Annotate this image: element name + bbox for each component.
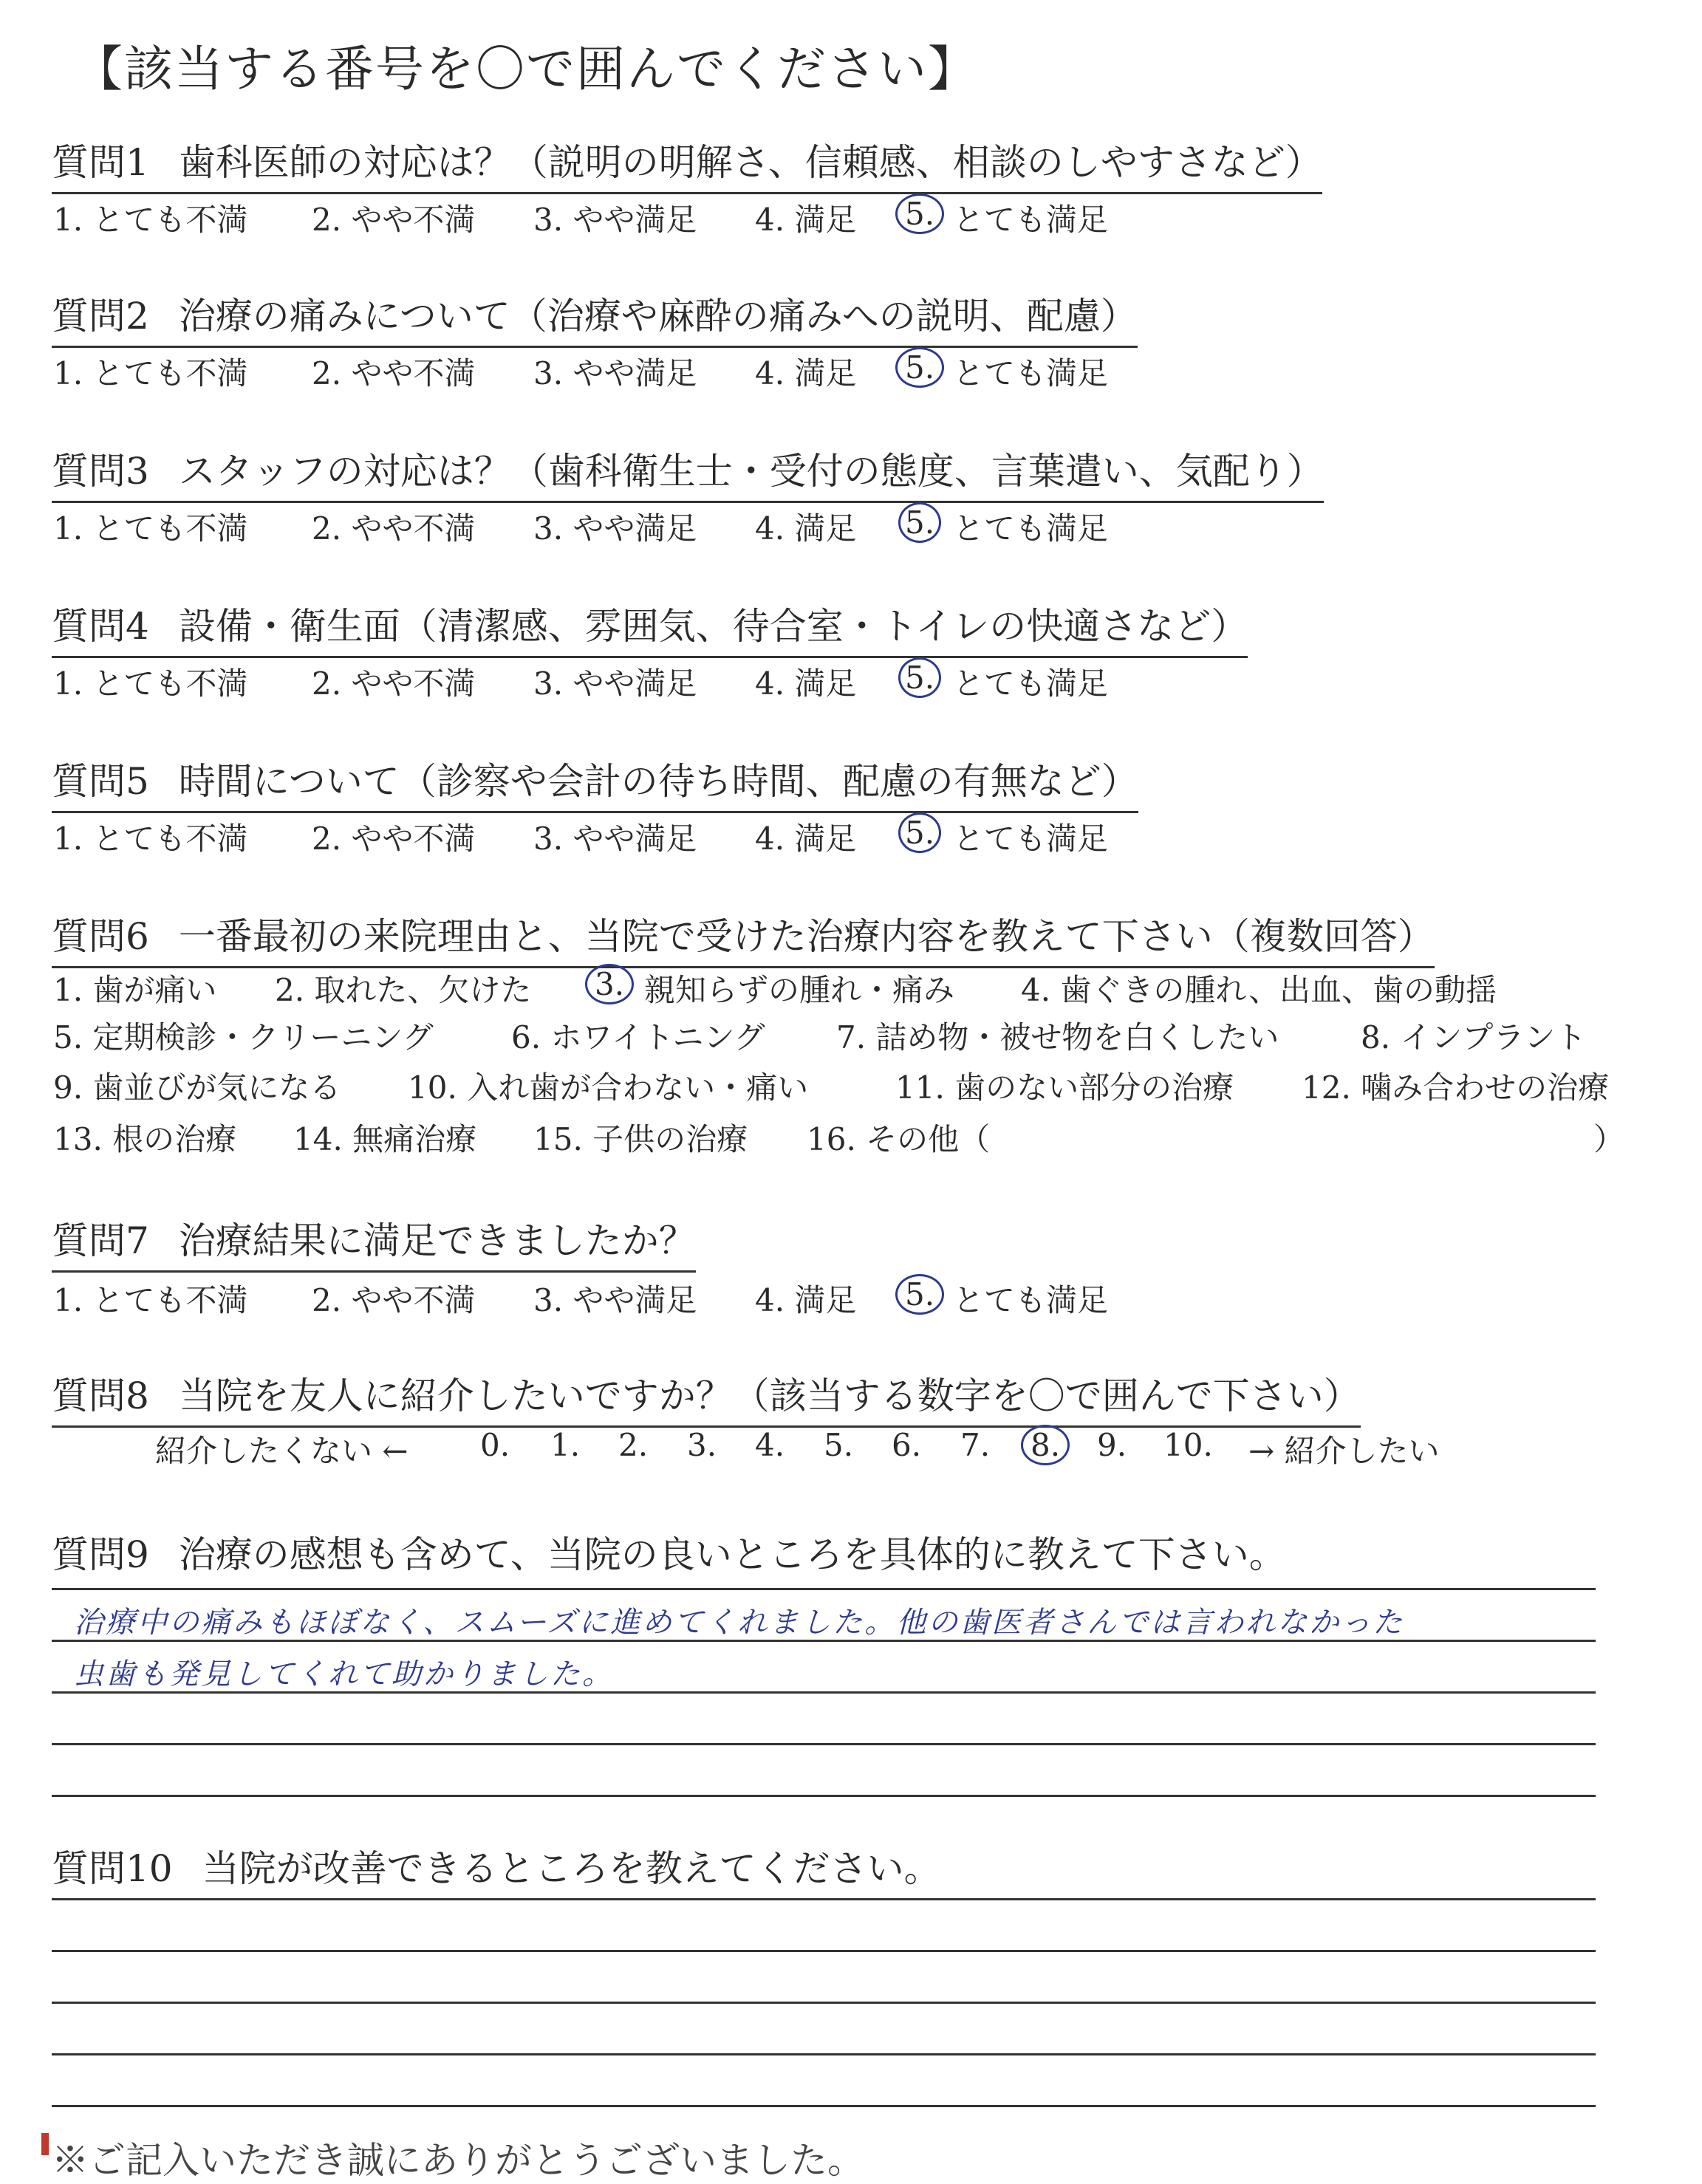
circle-mark: 5.	[895, 194, 944, 234]
question-number: 質問5	[52, 760, 149, 803]
option-5-label: とても満足	[953, 510, 1109, 547]
question-text: スタッフの対応は？（歯科衛生士・受付の態度、言葉遣い、気配り）	[178, 450, 1324, 493]
page-title: 【該当する番号を〇で囲んでください】	[74, 41, 978, 97]
option-5-label: とても満足	[953, 665, 1109, 702]
option-2[interactable]: 2. やや不満	[312, 665, 476, 702]
scale-right-label: → 紹介したい	[1248, 1433, 1440, 1469]
question-text: 当院を友人に紹介したいですか？（該当する数字を〇で囲んで下さい）	[178, 1375, 1361, 1417]
question-6-title	[52, 907, 1435, 968]
question-text: 治療の痛みについて（治療や麻酔の痛みへの説明、配慮）	[178, 295, 1138, 338]
option-1[interactable]: 1. とても不満	[53, 355, 248, 391]
option-3[interactable]: 3. やや満足	[533, 665, 697, 702]
answer-line	[52, 1588, 1596, 1590]
option-5-label: とても満足	[953, 1282, 1109, 1318]
answer-line	[52, 1950, 1596, 1952]
scale-5[interactable]: 5.	[824, 1427, 854, 1463]
answer-line	[52, 2002, 1596, 2004]
footer-note: ※ご記入いただき誠にありがとうございました。	[52, 2139, 864, 2182]
q6-option-9[interactable]: 9. 歯並びが気になる	[53, 1069, 341, 1106]
option-1[interactable]: 1. とても不満	[53, 665, 248, 702]
scale-7[interactable]: 7.	[960, 1427, 991, 1463]
answer-line	[52, 1640, 1596, 1642]
question-5-title	[52, 752, 1138, 813]
answer-line	[52, 2053, 1596, 2055]
option-5-selected[interactable]	[903, 504, 937, 541]
option-5-selected[interactable]	[903, 349, 937, 386]
answer-line	[52, 1691, 1596, 1694]
option-4[interactable]: 4. 満足	[755, 202, 857, 238]
question-text: 治療の感想も含めて、当院の良いところを具体的に教えて下さい。	[178, 1533, 1286, 1576]
q6-option-6[interactable]: 6. ホワイトニング	[511, 1019, 765, 1055]
circle-mark: 5.	[898, 502, 941, 543]
option-3[interactable]: 3. やや満足	[533, 202, 697, 238]
question-text: 時間について（診察や会計の待ち時間、配慮の有無など）	[178, 760, 1138, 803]
q6-option-1[interactable]: 1. 歯が痛い	[53, 972, 217, 1008]
scale-left-label: 紹介したくない ←	[155, 1433, 409, 1469]
footer-mark	[41, 2133, 49, 2155]
option-5-selected[interactable]	[903, 815, 937, 851]
option-4[interactable]: 4. 満足	[755, 665, 857, 702]
option-3[interactable]: 3. やや満足	[533, 355, 697, 391]
q6-option-3-label: 親知らずの腫れ・痛み	[644, 972, 955, 1008]
answer-line	[52, 1898, 1596, 1900]
question-text: 治療結果に満足できましたか？	[178, 1219, 696, 1262]
q6-option-12[interactable]: 12. 噛み合わせの治療	[1302, 1069, 1610, 1106]
answer-line	[52, 2105, 1596, 2107]
option-1[interactable]: 1. とても不満	[53, 821, 248, 857]
q6-option-14[interactable]: 14. 無痛治療	[293, 1121, 477, 1157]
circle-mark: 5.	[895, 1274, 944, 1315]
option-5-label: とても満足	[953, 202, 1109, 238]
question-7-title	[52, 1211, 696, 1273]
option-2[interactable]: 2. やや不満	[312, 1282, 476, 1318]
q6-option-8[interactable]: 8. インプラント	[1361, 1019, 1587, 1055]
handwritten-answer-line2: 虫歯も発見してくれて助かりました。	[74, 1657, 614, 1691]
question-text: 設備・衛生面（清潔感、雰囲気、待合室・トイレの快適さなど）	[178, 605, 1248, 648]
option-1[interactable]: 1. とても不満	[53, 510, 248, 547]
option-5-selected[interactable]	[903, 196, 937, 232]
option-2[interactable]: 2. やや不満	[312, 202, 476, 238]
scale-6[interactable]: 6.	[892, 1427, 922, 1463]
question-number: 質問8	[52, 1375, 149, 1417]
question-number: 質問3	[52, 450, 149, 493]
option-5-selected[interactable]	[903, 1276, 937, 1312]
q6-option-3-selected[interactable]	[592, 966, 626, 1002]
option-3[interactable]: 3. やや満足	[533, 1282, 697, 1318]
question-1-title	[52, 133, 1322, 194]
option-4[interactable]: 4. 満足	[755, 1282, 857, 1318]
question-10-title	[52, 1839, 941, 1898]
question-number: 質問2	[52, 295, 149, 338]
scale-10[interactable]: 10.	[1163, 1427, 1213, 1463]
question-number: 質問6	[52, 915, 149, 958]
handwritten-answer-line1: 治療中の痛みもほぼなく、スムーズに進めてくれました。他の歯医者さんでは言われなかった	[74, 1606, 1405, 1640]
question-9-title	[52, 1525, 1286, 1584]
q6-option-2[interactable]: 2. 取れた、欠けた	[275, 972, 532, 1008]
q6-option-11[interactable]: 11. 歯のない部分の治療	[895, 1069, 1234, 1106]
circle-mark: 5.	[898, 812, 941, 853]
question-number: 質問7	[52, 1219, 149, 1262]
q6-option-15[interactable]: 15. 子供の治療	[533, 1121, 748, 1157]
option-5-label: とても満足	[953, 355, 1109, 391]
circle-mark: 8.	[1021, 1425, 1070, 1465]
question-number: 質問10	[52, 1847, 173, 1890]
question-text: 一番最初の来院理由と、当院で受けた治療内容を教えて下さい（複数回答）	[178, 915, 1435, 958]
question-4-title	[52, 597, 1248, 658]
scale-0[interactable]: 0.	[480, 1427, 510, 1463]
circle-mark: 5.	[895, 347, 944, 388]
circle-mark: 5.	[898, 657, 941, 698]
scale-4[interactable]: 4.	[755, 1427, 785, 1463]
answer-line	[52, 1795, 1596, 1797]
scale-2[interactable]: 2.	[618, 1427, 649, 1463]
question-3-title	[52, 442, 1324, 503]
q6-option-4[interactable]: 4. 歯ぐきの腫れ、出血、歯の動揺	[1021, 972, 1497, 1008]
option-3[interactable]: 3. やや満足	[533, 510, 697, 547]
option-4[interactable]: 4. 満足	[755, 510, 857, 547]
question-number: 質問1	[52, 141, 149, 184]
scale-9[interactable]: 9.	[1097, 1427, 1127, 1463]
q6-option-13[interactable]: 13. 根の治療	[53, 1121, 237, 1157]
option-5-selected[interactable]	[903, 660, 937, 696]
scale-1[interactable]: 1.	[550, 1427, 581, 1463]
question-8-title	[52, 1366, 1361, 1428]
question-text: 歯科医師の対応は？（説明の明解さ、信頼感、相談のしやすさなど）	[178, 141, 1322, 184]
option-1[interactable]: 1. とても不満	[53, 202, 248, 238]
q6-option-5[interactable]: 5. 定期検診・クリーニング	[53, 1019, 434, 1055]
option-2[interactable]: 2. やや不満	[312, 821, 476, 857]
option-4[interactable]: 4. 満足	[755, 821, 857, 857]
question-number: 質問4	[52, 605, 149, 648]
circle-mark: 3.	[585, 964, 634, 1004]
option-2[interactable]: 2. やや不満	[312, 510, 476, 547]
question-2-title	[52, 287, 1138, 348]
option-4[interactable]: 4. 満足	[755, 355, 857, 391]
option-3[interactable]: 3. やや満足	[533, 821, 697, 857]
q6-option-7[interactable]: 7. 詰め物・被せ物を白くしたい	[836, 1019, 1279, 1055]
option-1[interactable]: 1. とても不満	[53, 1282, 248, 1318]
scale-3[interactable]: 3.	[687, 1427, 717, 1463]
option-5-label: とても満足	[953, 821, 1109, 857]
question-text: 当院が改善できるところを教えてください。	[202, 1847, 941, 1890]
scale-8-selected[interactable]	[1028, 1427, 1062, 1463]
option-2[interactable]: 2. やや不満	[312, 355, 476, 391]
q6-option-16[interactable]: 16. その他（	[807, 1121, 991, 1157]
answer-line	[52, 1743, 1596, 1745]
q6-option-10[interactable]: 10. 入れ歯が合わない・痛い	[408, 1069, 809, 1106]
question-number: 質問9	[52, 1533, 149, 1576]
q6-option-16-close: ）	[1593, 1121, 1625, 1157]
